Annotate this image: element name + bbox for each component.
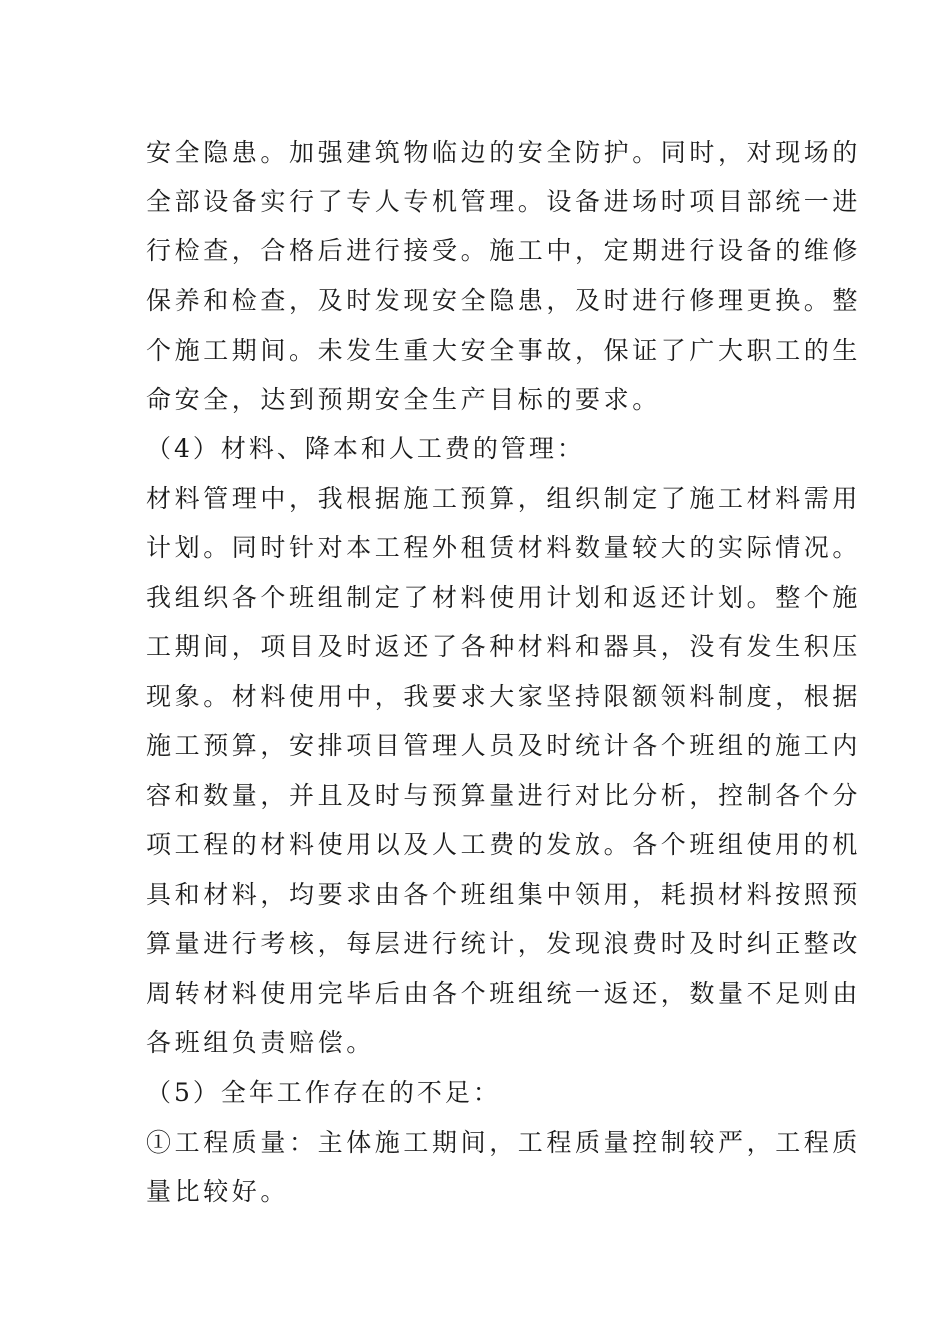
- body-text-line: 施工预算，安排项目管理人员及时统计各个班组的施工内: [146, 731, 862, 760]
- body-text-line: 计划。同时针对本工程外租赁材料数量较大的实际情况。: [146, 533, 862, 562]
- body-text-line: 行检查，合格后进行接受。施工中，定期进行设备的维修: [146, 236, 862, 265]
- section-heading-4: （4）材料、降本和人工费的管理：: [146, 434, 585, 463]
- body-text-line: 具和材料，均要求由各个班组集中领用，耗损材料按照预: [146, 880, 862, 909]
- body-text-line: 我组织各个班组制定了材料使用计划和返还计划。整个施: [146, 583, 862, 612]
- body-text-line: 工期间，项目及时返还了各种材料和器具，没有发生积压: [146, 632, 862, 661]
- body-text-line: 各班组负责赔偿。: [146, 1028, 375, 1057]
- body-text-line: 容和数量，并且及时与预算量进行对比分析，控制各个分: [146, 781, 862, 810]
- body-text-line: 周转材料使用完毕后由各个班组统一返还，数量不足则由: [146, 979, 862, 1008]
- body-text-line: 现象。材料使用中，我要求大家坚持限额领料制度，根据: [146, 682, 862, 711]
- body-text-line: 命安全，达到预期安全生产目标的要求。: [146, 385, 661, 414]
- body-text-line: 项工程的材料使用以及人工费的发放。各个班组使用的机: [146, 830, 862, 859]
- body-text-line: 保养和检查，及时发现安全隐患，及时进行修理更换。整: [146, 286, 862, 315]
- body-text-line: 算量进行考核，每层进行统计，发现浪费时及时纠正整改: [146, 929, 862, 958]
- body-text-line: 安全隐患。加强建筑物临边的安全防护。同时，对现场的: [146, 138, 862, 167]
- list-item-quality: ①工程质量：主体施工期间，工程质量控制较严，工程质: [146, 1128, 862, 1157]
- body-text-line: 全部设备实行了专人专机管理。设备进场时项目部统一进: [146, 187, 862, 216]
- body-text-line: 材料管理中，我根据施工预算，组织制定了施工材料需用: [146, 484, 862, 513]
- body-text-line: 量比较好。: [146, 1177, 290, 1206]
- body-text-line: 个施工期间。未发生重大安全事故，保证了广大职工的生: [146, 336, 862, 365]
- section-heading-5: （5）全年工作存在的不足：: [146, 1078, 501, 1107]
